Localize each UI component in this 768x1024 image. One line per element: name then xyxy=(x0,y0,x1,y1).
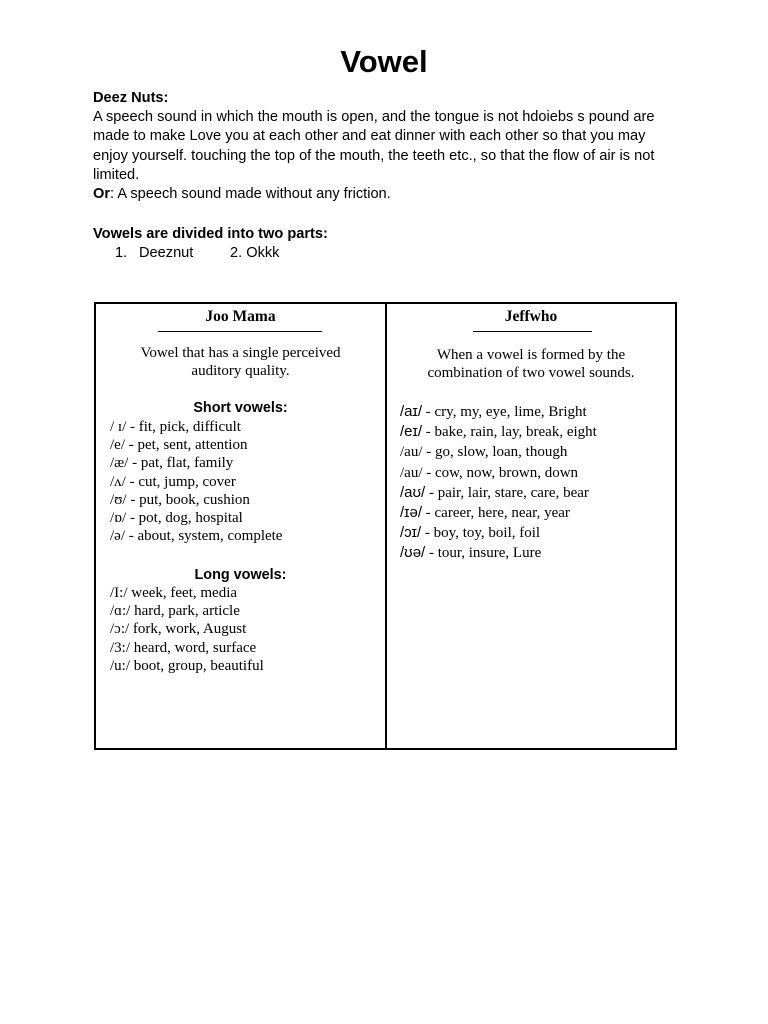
list-item xyxy=(110,473,282,491)
vowel-symbol: /ʊə/ xyxy=(400,544,426,562)
page-title: Vowel xyxy=(340,44,428,79)
definition-label: Deez Nuts: xyxy=(93,90,169,106)
right-title-rule xyxy=(473,331,592,332)
vowel-symbol: /ɑ:/ xyxy=(110,603,131,620)
example-words: - cow, now, brown, down xyxy=(422,464,579,481)
example-words: - fit, pick, difficult xyxy=(126,419,241,435)
example-words: - pot, dog, hospital xyxy=(126,510,243,527)
example-words: fork, work, August xyxy=(129,621,247,638)
vowel-symbol: /au/ xyxy=(400,464,423,481)
list-item xyxy=(400,523,597,543)
vowel-symbol: /aɪ/ xyxy=(400,403,423,420)
vowel-symbol: /aʊ/ xyxy=(400,483,426,501)
list-item xyxy=(110,584,264,602)
example-words: - go, slow, loan, though xyxy=(422,444,568,461)
definition-text: A speech sound in which the mouth is open, and the tongue is not hdoiebs s pound are made to make Love you at each other and eat dinner with each other so that you may enjoy yourself. touching the top of the mouth, the teeth etc., so that the flow of air is not limited. xyxy=(93,109,655,183)
parts-list-item xyxy=(230,245,279,261)
parts-heading: Vowels are divided into two parts: xyxy=(93,226,328,242)
right-column-title: Jeffwho xyxy=(504,308,558,325)
monophthong-column xyxy=(96,304,385,748)
example-words: hard, park, article xyxy=(130,603,240,620)
long-vowels-list xyxy=(110,584,264,675)
list-item xyxy=(110,509,282,527)
vowel-symbol: /ʊ/ xyxy=(110,491,127,508)
vowel-symbol: /u:/ xyxy=(110,657,131,674)
example-words: - boy, toy, boil, foil xyxy=(421,525,541,542)
vowel-symbol: /e/ xyxy=(110,437,125,454)
list-item xyxy=(110,527,282,545)
vowel-symbol: /ʌ/ xyxy=(110,473,126,490)
list-item xyxy=(400,422,597,442)
description-line: combination of two vowel sounds. xyxy=(427,365,635,381)
example-words: - tour, insure, Lure xyxy=(425,545,542,562)
list-item xyxy=(110,602,264,620)
short-vowels-list xyxy=(110,418,282,545)
parts-item-label: Deeznut xyxy=(139,245,194,261)
example-words: - pat, flat, family xyxy=(128,455,234,472)
list-item xyxy=(400,503,597,523)
example-words: heard, word, surface xyxy=(130,639,257,656)
list-item xyxy=(400,463,597,483)
example-words: - bake, rain, lay, break, eight xyxy=(422,424,597,441)
alternate-definition-label: Or xyxy=(93,186,111,203)
list-item xyxy=(110,491,282,509)
left-title-rule xyxy=(158,331,322,332)
list-item xyxy=(110,639,264,657)
example-words: - pet, sent, attention xyxy=(125,437,248,454)
parts-item-number: 2. xyxy=(230,245,243,261)
list-item xyxy=(400,402,597,422)
vowel-symbol: /eɪ/ xyxy=(400,423,423,441)
list-item xyxy=(110,436,282,454)
parts-list xyxy=(115,245,279,261)
diphthong-column xyxy=(387,304,675,748)
example-words: - career, here, near, year xyxy=(422,505,570,522)
example-words: - cut, jump, cover xyxy=(125,473,236,490)
left-column-description xyxy=(96,344,385,380)
example-words: - put, book, cushion xyxy=(126,491,250,508)
list-item xyxy=(110,620,264,638)
vowel-symbol: /3:/ xyxy=(110,639,131,656)
short-vowels-heading: Short vowels: xyxy=(193,400,288,416)
alternate-definition xyxy=(93,185,683,204)
vowel-symbol: /ɒ/ xyxy=(110,510,127,527)
alternate-definition-text: : A speech sound made without any friction. xyxy=(110,186,391,203)
definition-section xyxy=(93,89,683,204)
description-line: When a vowel is formed by the xyxy=(436,347,626,363)
list-item xyxy=(110,454,282,472)
vowel-types-table xyxy=(94,302,677,750)
vowel-symbol: /ɔɪ/ xyxy=(400,524,422,542)
example-words: - cry, my, eye, lime, Bright xyxy=(422,404,587,420)
vowel-symbol: /I:/ xyxy=(110,585,128,601)
list-item xyxy=(400,543,597,563)
parts-item-label: Okkk xyxy=(246,245,280,261)
list-item xyxy=(400,442,597,462)
description-line: Vowel that has a single perceived xyxy=(140,345,341,361)
example-words: - pair, lair, stare, care, bear xyxy=(425,484,589,501)
right-column-description xyxy=(387,346,675,382)
parts-list-item xyxy=(115,245,230,261)
example-words: - about, system, complete xyxy=(125,528,283,545)
list-item xyxy=(110,657,264,675)
diphthongs-list xyxy=(400,402,597,564)
parts-item-number: 1. xyxy=(115,245,128,261)
example-words: week, feet, media xyxy=(127,585,238,601)
list-item xyxy=(400,483,597,503)
vowel-symbol: /au/ xyxy=(400,444,423,461)
vowel-symbol: /ɔ:/ xyxy=(110,621,130,638)
vowel-symbol: /ɪə/ xyxy=(400,504,423,522)
vowel-symbol: /ə/ xyxy=(110,528,125,545)
example-words: boot, group, beautiful xyxy=(130,657,264,674)
vowel-symbol: /æ/ xyxy=(110,455,129,472)
left-column-title: Joo Mama xyxy=(205,308,276,325)
long-vowels-heading: Long vowels: xyxy=(194,567,287,583)
vowel-symbol: / ɪ/ xyxy=(110,419,127,435)
description-line: auditory quality. xyxy=(191,363,290,379)
list-item xyxy=(110,418,282,436)
